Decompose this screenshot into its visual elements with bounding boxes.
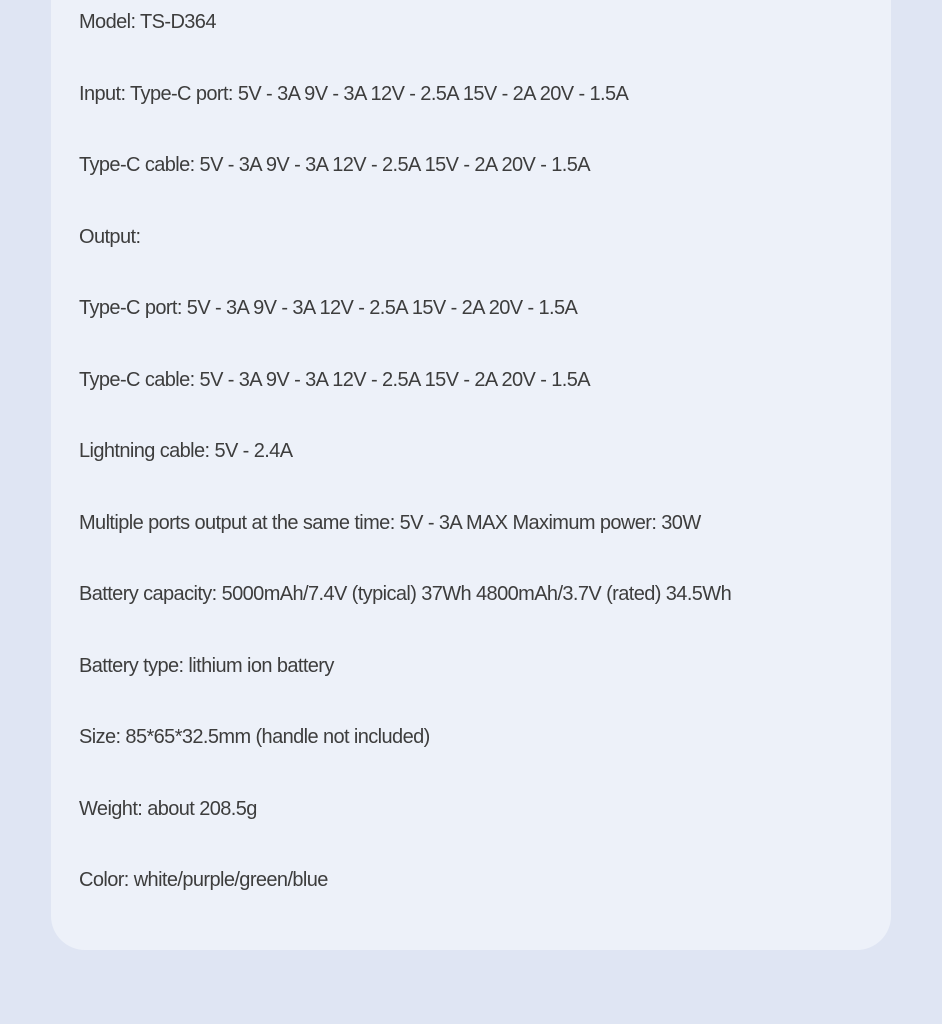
spec-input-typec-port: Input: Type-C port: 5V - 3A 9V - 3A 12V - 2.5A 15V - 2A 20V - 1.5A: [79, 83, 629, 105]
spec-weight: Weight: about 208.5g: [79, 798, 257, 820]
spec-lightning-cable: Lightning cable: 5V - 2.4A: [79, 440, 293, 462]
spec-input-typec-cable: Type-C cable: 5V - 3A 9V - 3A 12V - 2.5A 15V - 2A 20V - 1.5A: [79, 154, 590, 176]
spec-battery-type: Battery type: lithium ion battery: [79, 655, 334, 677]
spec-output-heading: Output:: [79, 226, 141, 248]
spec-size: Size: 85*65*32.5mm (handle not included): [79, 726, 430, 748]
spec-output-typec-cable: Type-C cable: 5V - 3A 9V - 3A 12V - 2.5A 15V - 2A 20V - 1.5A: [79, 369, 590, 391]
spec-model: Model: TS-D364: [79, 11, 216, 33]
spec-battery-capacity: Battery capacity: 5000mAh/7.4V (typical) 37Wh 4800mAh/3.7V (rated) 34.5Wh: [79, 583, 732, 605]
spec-color: Color: white/purple/green/blue: [79, 869, 328, 891]
spec-multi-port-output: Multiple ports output at the same time: 5V - 3A MAX Maximum power: 30W: [79, 512, 701, 534]
spec-output-typec-port: Type-C port: 5V - 3A 9V - 3A 12V - 2.5A 15V - 2A 20V - 1.5A: [79, 297, 578, 319]
